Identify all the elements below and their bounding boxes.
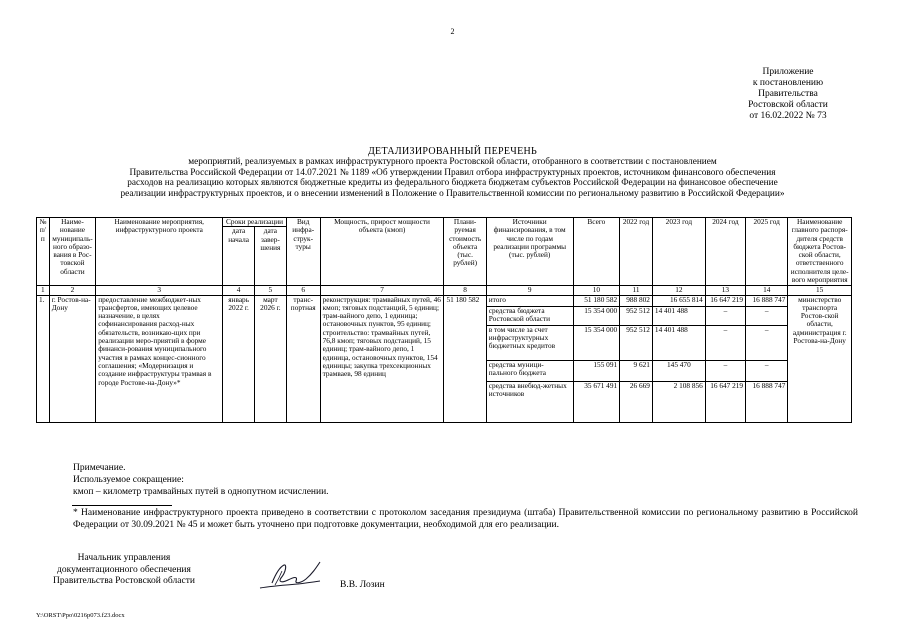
annex-block (733, 67, 843, 122)
funding-total: 51 180 582 (573, 295, 620, 306)
annex-line: к постановлению (752, 78, 824, 88)
funding-2022: 26 669 (620, 381, 653, 422)
header-administrator: Наименование главного распоря-дителя средств бюджета Ростов-ской области, ответственного исполнителя целе-вого мероприятия (788, 218, 852, 286)
funding-2023: 14 401 488 (652, 325, 705, 360)
row-event: предоставление межбюджет-ных трансфертов, имеющих целевое назначение, в целях софинансирования расход-ных обязательств, возникаю-щих при реализации меро-приятий в форме финанси-рования муниципального участия в рамках концес-сионного соглашения; «Модернизация и создание инфраструктуры трамвая в городе Ростове-на-Дону»* (96, 295, 223, 422)
abbreviation-text: кмоп – километр трамвайных путей в однопутном исчислении. (73, 487, 329, 497)
funding-2023: 16 655 814 (652, 295, 705, 306)
column-number: 11 (620, 286, 653, 295)
row-capacity: реконструкция: трамвайных путей, 46 кмоп; тяговых подстанций, 5 единиц; трам-вайного депо, 1 единица; остановочных пунктов, 95 единиц; строительство: трамвайных путей, 76,8 кмоп; тяговых подстанций, 15 единиц; трам-вайного депо, 1 единица, остановочных пунктов, 154 единицы; закупка трехсекционных трамваев, 98 единиц (320, 295, 444, 422)
subtitle-line: мероприятий, реализуемых в рамках инфраструктурного проекта Ростовской области, отобранного в соответствии с постановлением (188, 157, 717, 167)
row-administrator: министерство транспорта Ростов-ской области, администрация г. Ростова-на-Дону (788, 295, 852, 422)
signatory-title-line: документационного обеспечения (57, 564, 191, 575)
signatory-title-line: Правительства Ростовской области (53, 576, 195, 586)
column-number-row (37, 286, 852, 295)
column-number: 5 (255, 286, 287, 295)
subtitle-line: расходов на реализацию которых являются бюджетные кредиты из федерального бюджета бюджетам субъектов Российской Федерации на финансовое обеспечение (127, 178, 778, 189)
funding-source: средства внебюд-жетных источников (486, 381, 573, 422)
funding-2023: 145 470 (652, 360, 705, 381)
header-2024: 2024 год (705, 218, 745, 286)
header-capacity: Мощность, прирост мощности объекта (кмоп) (320, 218, 444, 286)
column-number: 2 (49, 286, 96, 295)
signatory-title-line: Начальник управления (77, 553, 171, 563)
header-num: № п/п (37, 218, 50, 286)
column-number: 1 (37, 286, 50, 295)
column-number: 14 (746, 286, 788, 295)
funding-2024: – (705, 360, 745, 381)
funding-source: в том числе за счет инфраструктурных бюджетных кредитов (486, 325, 573, 360)
row-planned-cost: 51 180 582 (444, 295, 486, 422)
funding-total: 15 354 000 (573, 306, 620, 325)
row-number: 1. (37, 295, 50, 422)
funding-2024: – (705, 306, 745, 325)
footnote-text: * Наименование инфраструктурного проекта приведено в соответствии с протоколом заседания президиума (штаба) Правительственной комиссии по региональному развитию в Российской Федерации от 30.09.2021 № 45 и может быть уточнено при подготовке документации, необходимой для его реализации. (73, 508, 858, 530)
funding-source: средства муници-пального бюджета (486, 360, 573, 381)
header-2025: 2025 год (746, 218, 788, 286)
funding-2024: 16 647 219 (705, 295, 745, 306)
funding-total: 35 671 491 (573, 381, 620, 422)
column-number: 12 (652, 286, 705, 295)
funding-2023: 2 108 856 (652, 381, 705, 422)
notes-block (73, 462, 329, 498)
detailed-list-table (36, 217, 852, 423)
abbreviation-heading: Используемое сокращение: (73, 475, 184, 485)
column-number: 6 (286, 286, 320, 295)
row-start-date: январь 2022 г. (223, 295, 255, 422)
subtitle-line: реализации инфраструктурных проектов, и о внесении изменений в Положение о Правительственной комиссии по региональному развитию в Российской Федерации» (120, 188, 785, 199)
handwritten-signature (258, 558, 322, 592)
funding-2025: 16 888 747 (746, 295, 788, 306)
funding-2022: 988 802 (620, 295, 653, 306)
funding-2023: 14 401 488 (652, 306, 705, 325)
column-number: 15 (788, 286, 852, 295)
funding-total: 155 091 (573, 360, 620, 381)
column-number: 3 (96, 286, 223, 295)
column-number: 8 (444, 286, 486, 295)
header-terms: Сроки реализации (223, 218, 287, 227)
funding-source: средства бюджета Ростовской области (486, 306, 573, 325)
annex-line: Правительства (758, 89, 818, 99)
footnote-divider (72, 505, 172, 506)
column-number: 9 (486, 286, 573, 295)
column-number: 7 (320, 286, 444, 295)
header-municipality: Наиме-нование муниципаль-ного образо-вания в Рос-товской области (49, 218, 96, 286)
table-header-row (37, 218, 852, 227)
column-number: 13 (705, 286, 745, 295)
header-total: Всего (573, 218, 620, 286)
funding-2025: – (746, 360, 788, 381)
header-end-date: дата завер-шения (255, 227, 287, 286)
row-municipality: г. Ростов-на-Дону (49, 295, 96, 422)
header-2023: 2023 год (652, 218, 705, 286)
funding-source: итого (486, 295, 573, 306)
page-number: 2 (450, 27, 455, 36)
column-number: 4 (223, 286, 255, 295)
funding-2025: – (746, 325, 788, 360)
signer-name: В.В. Лозин (340, 580, 385, 590)
funding-2025: 16 888 747 (746, 381, 788, 422)
funding-2024: 16 647 219 (705, 381, 745, 422)
table-row (37, 295, 852, 306)
column-number: 10 (573, 286, 620, 295)
funding-2022: 9 621 (620, 360, 653, 381)
row-end-date: март 2026 г. (255, 295, 287, 422)
funding-total: 15 354 000 (573, 325, 620, 360)
header-infrastructure-type: Вид инфра-струк-туры (286, 218, 320, 286)
subtitle-line: Правительства Российской Федерации от 14.07.2021 № 1189 «Об утверждении Правил отбора инфраструктурных проектов, источником финансового обеспечения (129, 167, 776, 178)
annex-line: от 16.02.2022 № 73 (749, 111, 827, 121)
document-subtitle (30, 157, 875, 199)
annex-line: Приложение (762, 67, 814, 77)
document-title: ДЕТАЛИЗИРОВАННЫЙ ПЕРЕЧЕНЬ (367, 146, 538, 157)
header-funding-sources: Источники финансирования, в том числе по годам реализации программы (тыс. рублей) (486, 218, 573, 286)
funding-2022: 952 512 (620, 306, 653, 325)
header-start-date: дата начала (223, 227, 255, 286)
header-event: Наименование мероприятия, инфраструктурного проекта (96, 218, 223, 286)
header-2022: 2022 год (620, 218, 653, 286)
signature-block (53, 553, 195, 588)
notes-heading: Примечание. (73, 463, 126, 473)
row-infrastructure-type: транс-портная (286, 295, 320, 422)
funding-2022: 952 512 (620, 325, 653, 360)
header-planned-cost: Плани-руемая стоимость объекта (тыс. рублей) (444, 218, 486, 286)
file-path: Y:\ORST\Ppo\0216p073.f23.docx (36, 612, 125, 619)
funding-2025: – (746, 306, 788, 325)
annex-line: Ростовской области (748, 100, 828, 110)
funding-2024: – (705, 325, 745, 360)
